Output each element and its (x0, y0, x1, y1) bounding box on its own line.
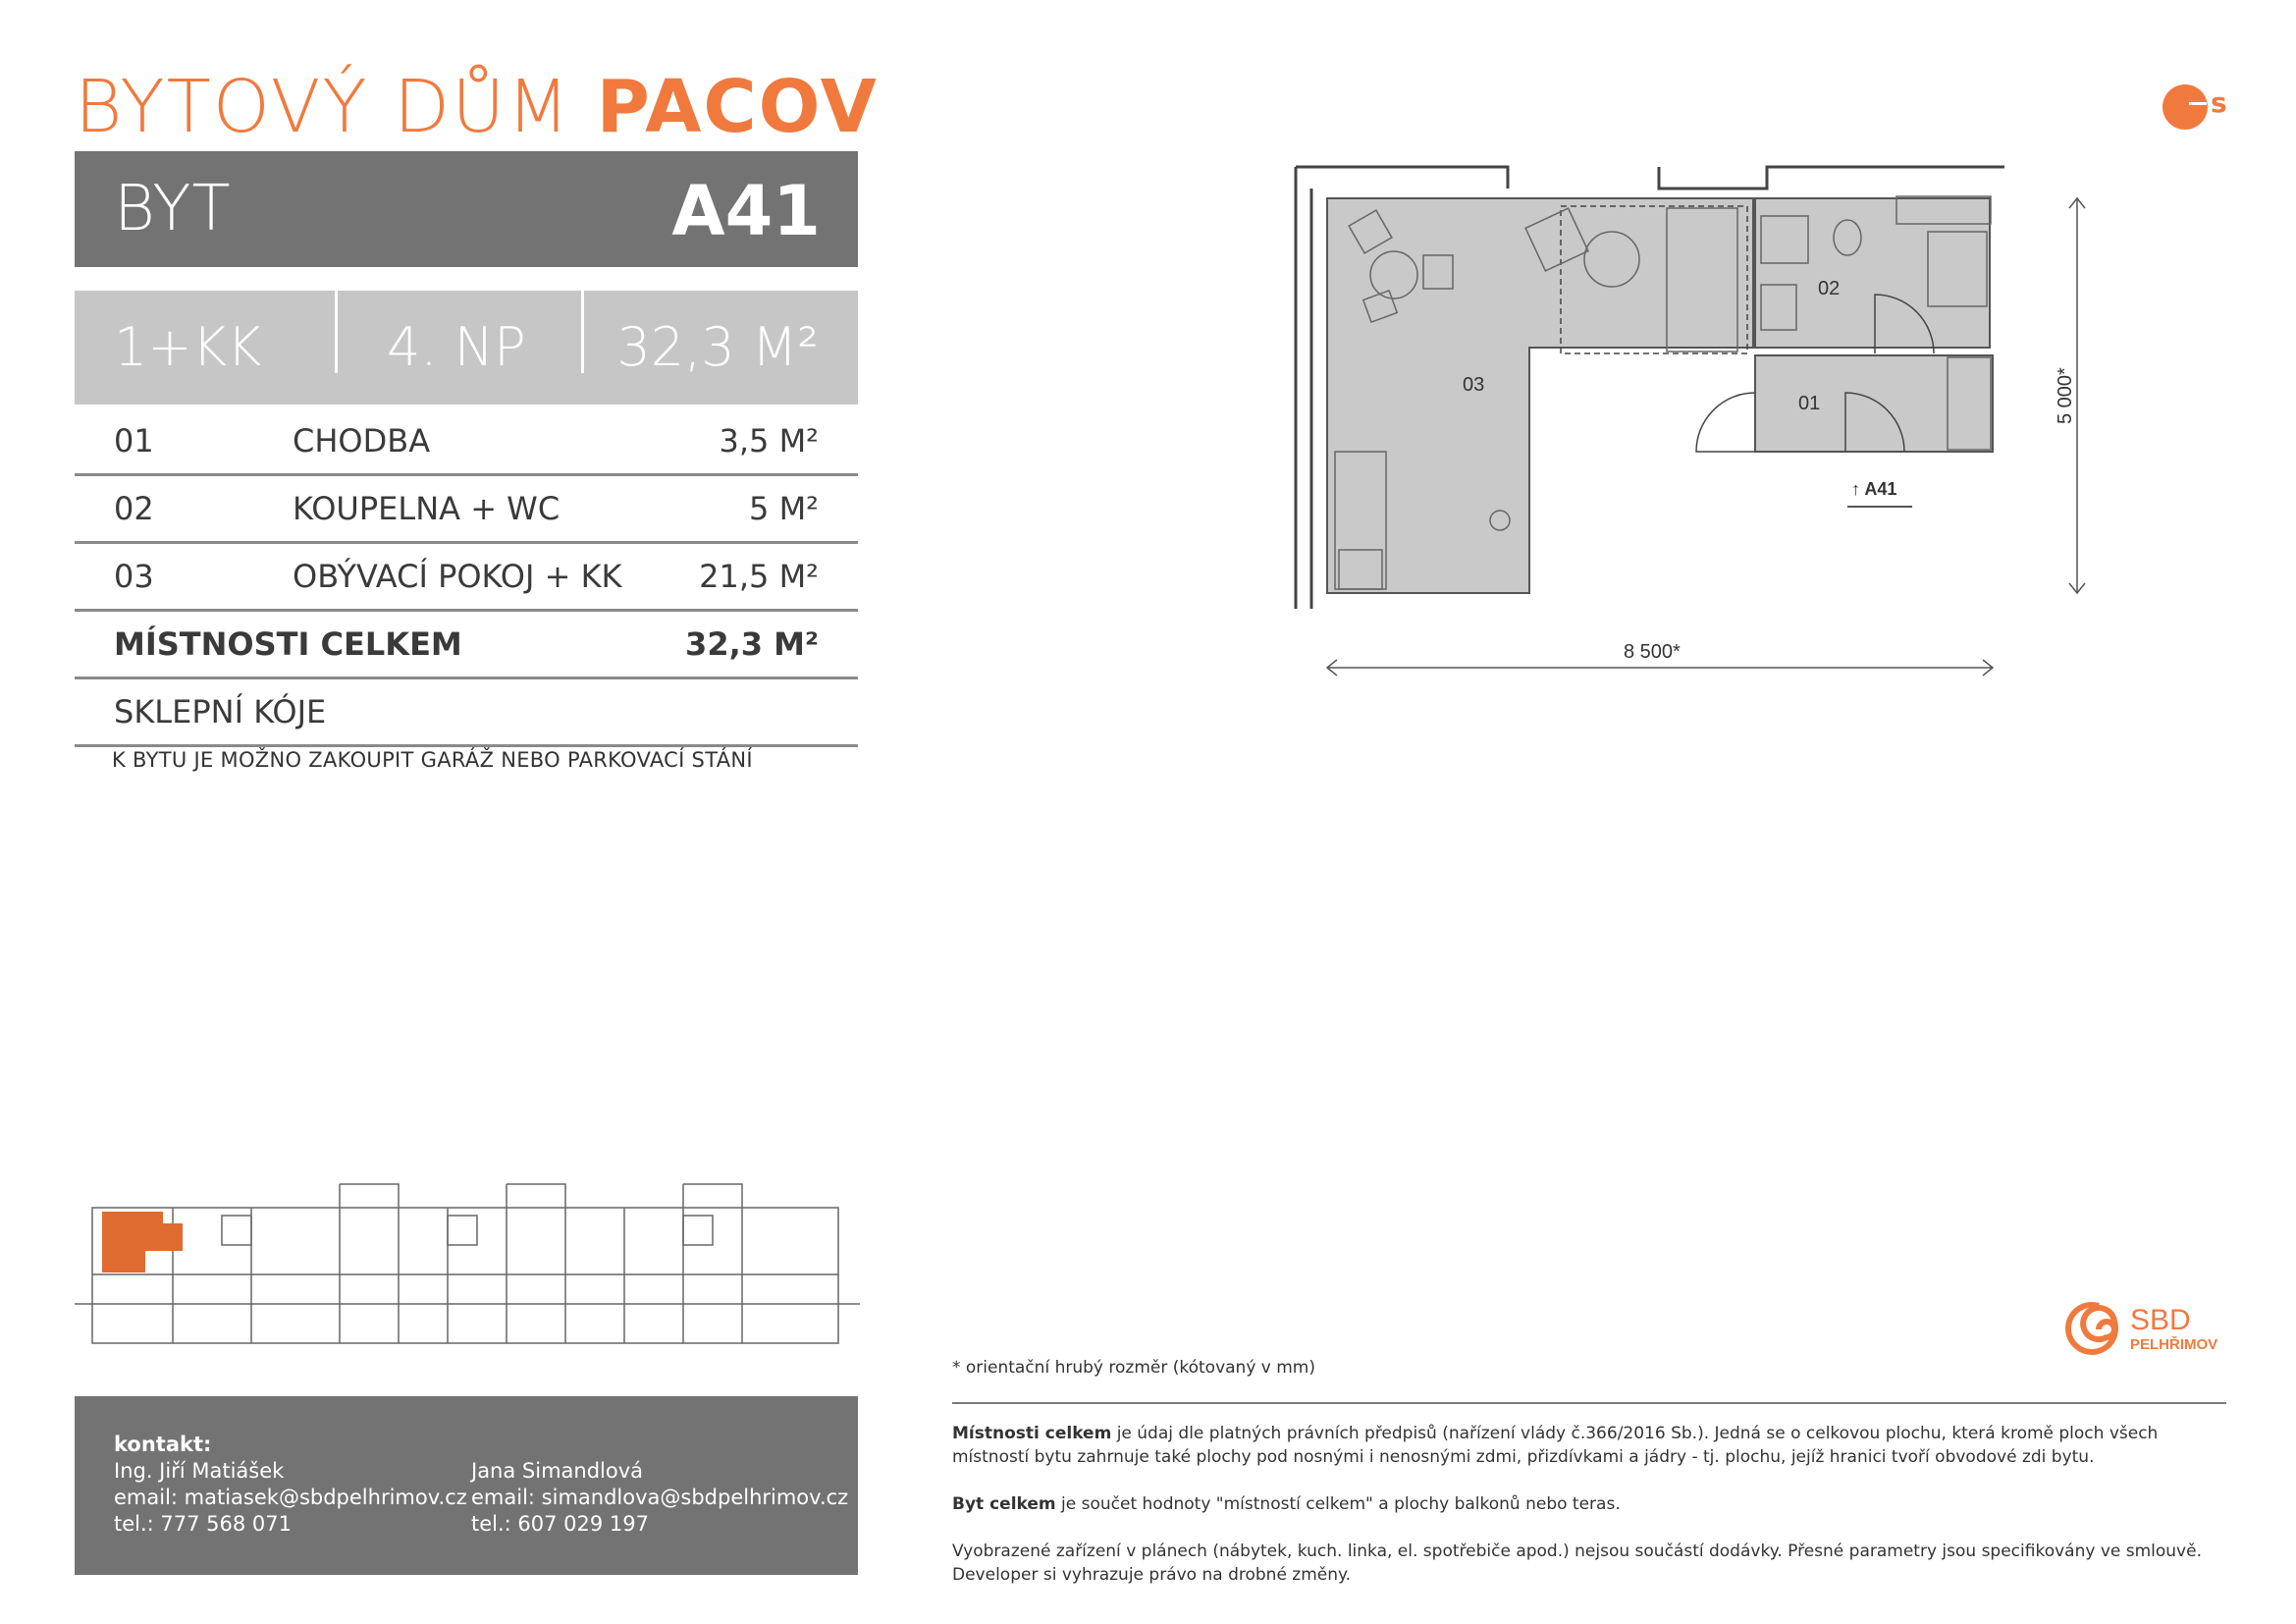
floor-room-02 (1755, 198, 1990, 348)
room-area: 5 M² (749, 490, 819, 527)
brand-logo-icon (2163, 84, 2208, 130)
footer-rule (952, 1402, 2226, 1404)
total-row (75, 612, 858, 679)
cellar-row (75, 679, 858, 747)
room-number: 01 (114, 422, 154, 460)
room-area: 3,5 M² (719, 422, 819, 460)
room-area: 21,5 M² (699, 558, 819, 595)
unit-summary-band (75, 291, 858, 405)
room-number: 03 (114, 558, 154, 595)
building-walls (92, 1208, 838, 1343)
title-bold: PACOV (596, 65, 879, 149)
room-label-02: 02 (1818, 278, 1841, 299)
summary-separator (581, 291, 584, 373)
room-name: KOUPELNA + WC (293, 490, 561, 527)
footer-text: je údaj dle platných právních předpisů (nařízení vlády č.366/2016 Sb.). Jedná se o celkovou plochu, která kromě ploch všech místností bytu zahrnuje také plochy pod nosnými i nenosnými zdmi, přizdívkami a jádry - tj. plochu, jejíž hranici tvoří obvodové zdi bytu. (952, 1424, 2159, 1467)
contact-heading: kontakt: (114, 1433, 212, 1456)
contact-email[interactable]: email: simandlova@sbdpelhrimov.cz (471, 1486, 849, 1509)
dim-width-label: 8 500* (1624, 641, 1681, 663)
footer-text: je součet hodnoty "místností celkem" a plochy balkonů nebo teras. (1055, 1494, 1621, 1514)
contact-phone[interactable]: tel.: 607 029 197 (471, 1512, 650, 1536)
sbd-spiral-icon (2068, 1305, 2115, 1352)
footer-term: Místnosti celkem (952, 1424, 1112, 1443)
unit-floor: 4. NP (387, 316, 526, 378)
brand-logo-letter: s (2211, 86, 2227, 119)
contact-email[interactable]: email: matiasek@sbdpelhrimov.cz (114, 1486, 467, 1509)
sbd-name: SBD (2130, 1304, 2191, 1336)
door-arc (1696, 393, 1755, 452)
contact-box (75, 1396, 858, 1575)
room-name: OBÝVACÍ POKOJ + KK (293, 558, 622, 595)
unit-layout: 1+KK (114, 316, 262, 378)
stair-core (683, 1216, 713, 1245)
dimension-note: * orientační hrubý rozměr (kótovaný v mm) (952, 1358, 1315, 1378)
highlighted-unit (102, 1212, 183, 1272)
cellar-label: SKLEPNÍ KÓJE (114, 693, 327, 731)
purchase-note: K BYTU JE MOŽNO ZAKOUPIT GARÁŽ NEBO PARKOVACÍ STÁNÍ (112, 748, 753, 772)
room-label-01: 01 (1798, 393, 1821, 414)
room-name: CHODBA (293, 422, 431, 460)
summary-separator (335, 291, 338, 373)
table-row (75, 544, 858, 612)
contact-phone[interactable]: tel.: 777 568 071 (114, 1512, 293, 1536)
unit-area: 32,3 M² (616, 316, 819, 378)
footer-paragraph-total (952, 1422, 2226, 1469)
table-row (75, 408, 858, 476)
total-area: 32,3 M² (685, 625, 819, 663)
floor-room-03 (1327, 198, 1753, 593)
footer-paragraph-unit (952, 1492, 2226, 1516)
floor-room-01 (1755, 355, 1993, 452)
brand-logo-dash (2189, 102, 2207, 105)
entry-label: ↑ A41 (1851, 479, 1897, 499)
room-table (75, 408, 858, 747)
wall-outline (1296, 167, 2004, 189)
unit-band (75, 151, 858, 267)
table-row (75, 476, 858, 544)
sbd-sub: PELHŘIMOV (2130, 1336, 2218, 1353)
stair-core (222, 1216, 251, 1245)
room-number: 02 (114, 490, 154, 527)
footer-term: Byt celkem (952, 1494, 1056, 1514)
building-floor-overview (75, 1176, 860, 1382)
footer-paragraph-equipment: Vyobrazené zařízení v plánech (nábytek, kuch. linka, el. spotřebiče apod.) nejsou součástí dodávky. Přesné parametry jsou specifikovány ve smlouvě. Developer si vyhrazuje právo na drobné změny. (952, 1542, 2202, 1585)
total-label: MÍSTNOSTI CELKEM (114, 625, 462, 663)
contact-name: Jana Simandlová (471, 1459, 644, 1483)
building-outline (92, 1208, 838, 1343)
sbd-logo (2069, 1294, 2226, 1363)
contact-name: Ing. Jiří Matiášek (114, 1459, 285, 1483)
unit-code: A41 (671, 171, 821, 251)
unit-label: BYT (114, 173, 232, 245)
stair-core (448, 1216, 477, 1245)
title-light: BYTOVÝ DŮM (75, 65, 597, 149)
floor-plan (1276, 157, 2076, 687)
room-label-03: 03 (1463, 374, 1485, 396)
project-title (75, 65, 879, 149)
dim-height-label: 5 000* (2055, 367, 2076, 424)
